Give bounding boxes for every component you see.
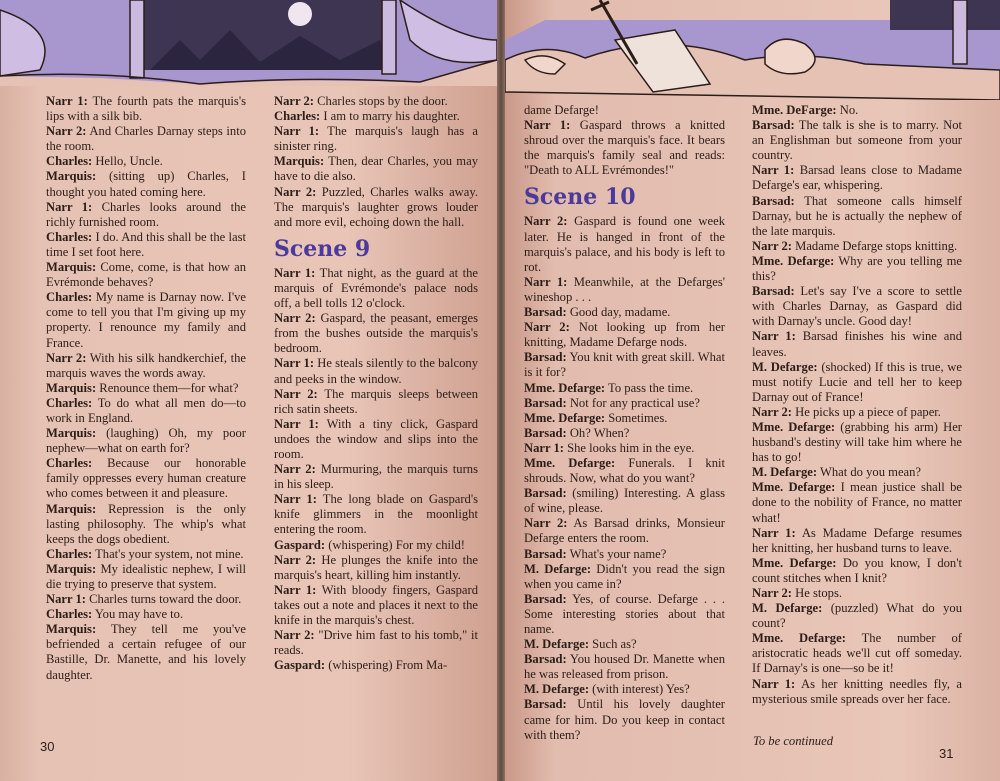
speaker-label: Charles:: [274, 109, 321, 124]
dialogue-text: "Drive him fast to his tomb," it reads.: [274, 628, 478, 658]
right-page: [505, 0, 1000, 781]
speaker-label: Narr 1:: [274, 492, 317, 507]
scene-9-heading: Scene 9: [274, 235, 371, 262]
script-line: [274, 628, 478, 658]
script-line: [752, 586, 962, 601]
speaker-label: Narr 1:: [524, 440, 564, 455]
dialogue-text: Good day, madame.: [566, 305, 671, 320]
script-line: [46, 94, 246, 124]
dialogue-text: To do what all men do—to work in England.: [46, 395, 246, 425]
script-line: [524, 350, 725, 380]
speaker-label: Narr 2:: [274, 94, 314, 108]
dialogue-text: I am to marry his daughter.: [320, 109, 460, 124]
speaker-label: M. Defarge:: [752, 601, 823, 616]
dialogue-text: As Madame Defarge resumes her knitting, her husband turns to leave.: [752, 525, 963, 555]
speaker-label: Barsad:: [752, 118, 795, 133]
script-line: [46, 592, 246, 607]
speaker-label: Narr 1:: [524, 118, 571, 133]
dialogue-text: Oh? When?: [566, 425, 630, 440]
speaker-label: Charles:: [46, 456, 93, 471]
dialogue-text: Barsad finishes his wine and leaves.: [752, 329, 962, 359]
speaker-label: Barsad:: [524, 425, 567, 440]
dialogue-text: The number of aristocratic heads we'll cut off someday. If Darnay's is one—so be it!: [752, 631, 962, 676]
speaker-label: Barsad:: [524, 591, 567, 606]
script-line: [524, 426, 725, 441]
script-line: [46, 169, 246, 199]
speaker-label: Barsad:: [524, 652, 567, 667]
left-column-2: [274, 94, 478, 673]
speaker-label: Mme. Defarge:: [752, 480, 836, 495]
knife-note-sleeping-marquis-illustration: [505, 0, 1000, 86]
speaker-label: Narr 2:: [274, 386, 318, 401]
dialogue-text: Then, dear Charles, you may have to die also.: [274, 154, 478, 184]
to-be-continued: To be continued: [753, 734, 833, 748]
speaker-label: Narr 1:: [46, 592, 86, 607]
dialogue-text: Puzzled, Charles walks away. The marquis's laughter grows louder and more evil, echoing down the hall.: [274, 184, 478, 229]
speaker-label: Mme. Defarge:: [752, 253, 835, 268]
script-line: [274, 266, 478, 311]
dialogue-text: That night, as the guard at the marquis of Evrémonde's palace nods off, a bell tolls 12 o'clock.: [274, 265, 479, 311]
script-line: [752, 163, 962, 193]
speaker-label: M. Defarge:: [524, 561, 592, 576]
speaker-label: Charles:: [46, 290, 93, 305]
script-line: [274, 492, 478, 537]
dialogue-text: Why are you telling me this?: [752, 253, 963, 284]
speaker-label: Narr 2:: [524, 320, 570, 335]
dialogue-text: The marquis's laugh has a sinister ring.: [274, 124, 478, 154]
dialogue-text: The talk is she is to marry. Not an Englishman but someone from your country.: [752, 118, 962, 163]
speaker-label: Charles:: [46, 154, 93, 169]
speaker-label: Marquis:: [46, 380, 97, 395]
speaker-label: Barsad:: [524, 486, 567, 501]
script-line: [524, 381, 725, 396]
script-line: [274, 417, 478, 462]
script-line: [274, 462, 478, 492]
speaker-label: Narr 2:: [274, 552, 317, 567]
right-column-2: [752, 103, 962, 707]
speaker-label: Barsad:: [524, 395, 567, 410]
dialogue-text: And Charles Darnay steps into the room.: [46, 124, 247, 154]
speaker-label: Barsad:: [524, 350, 567, 365]
speaker-label: Charles:: [46, 229, 93, 244]
left-page: [0, 0, 497, 781]
scene-10-heading: Scene 10: [524, 184, 636, 211]
speaker-label: Marquis:: [46, 501, 97, 516]
script-line: [752, 360, 962, 405]
speaker-label: Barsad:: [524, 546, 567, 561]
dialogue-text: My name is Darnay now. I've come to tell you that I'm giving up my property. I renounce my family and France.: [46, 290, 246, 350]
script-line: [46, 351, 246, 381]
dialogue-text: He plunges the knife into the marquis's heart, killing him instantly.: [274, 552, 479, 582]
speaker-label: Narr 2:: [524, 516, 568, 531]
speaker-label: Barsad:: [752, 284, 795, 299]
script-line: [524, 682, 725, 697]
script-line: [46, 290, 246, 350]
dialogue-text: That someone calls himself Darnay, but he is actually the nephew of the late marquis.: [752, 193, 962, 238]
script-line: [524, 697, 725, 742]
dialogue-text: As her knitting needles fly, a mysterious smile spreads over her face.: [752, 676, 962, 706]
speaker-label: Barsad:: [524, 305, 567, 320]
script-line: [46, 381, 246, 396]
dialogue-text: Charles looks around the richly furnished room.: [46, 199, 246, 229]
script-line: [46, 502, 246, 547]
dialogue-text: Because our honorable family oppresses every human creature who comes between it and pleasure.: [46, 456, 246, 501]
script-line: [524, 441, 725, 456]
speaker-label: Narr 1:: [274, 356, 315, 371]
script-line: [752, 526, 962, 556]
script-line: [752, 329, 962, 359]
speaker-label: M. Defarge:: [524, 682, 590, 697]
speaker-label: Mme. Defarge:: [752, 555, 837, 570]
script-line: [274, 185, 478, 230]
script-line: [524, 652, 725, 682]
dialogue-text: With bloody fingers, Gaspard takes out a note and places it next to the knife in the marquis's chest.: [274, 582, 479, 627]
dialogue-text: You may have to.: [92, 607, 184, 622]
speaker-label: Charles:: [46, 546, 93, 561]
script-line: [524, 516, 725, 546]
dialogue-text: He picks up a piece of paper.: [791, 404, 941, 419]
script-line: [274, 356, 478, 386]
speaker-label: Narr 1:: [274, 582, 317, 597]
speaker-label: Narr 2:: [274, 462, 316, 477]
dialogue-text: (whispering) For my child!: [325, 537, 466, 552]
dialogue-text: Not for any practical use?: [566, 395, 700, 410]
speaker-label: Mme. Defarge:: [524, 455, 616, 470]
dialogue-text: With a tiny click, Gaspard undoes the window and slips into the room.: [274, 416, 478, 461]
dialogue-text: Until his lovely daughter came for him. Do you keep in contact with them?: [524, 697, 725, 742]
dialogue-text: As Barsad drinks, Monsieur Defarge enters the room.: [524, 516, 725, 546]
dialogue-text: To pass the time.: [605, 380, 694, 395]
script-line: [274, 154, 478, 184]
speaker-label: Narr 2:: [752, 586, 792, 600]
dialogue-text: Yes, of course. Defarge . . . Some interesting stories about that name.: [524, 591, 725, 636]
script-line: [752, 405, 962, 420]
script-line: [524, 456, 725, 486]
dialogue-text: The fourth pats the marquis's lips with a silk bib.: [46, 94, 246, 124]
speaker-label: Narr 2:: [274, 184, 317, 199]
script-line: [274, 658, 478, 673]
script-line: [524, 547, 725, 562]
speaker-label: Narr 1:: [46, 199, 93, 214]
dialogue-text: Do you know, I don't count stitches when I knit?: [752, 555, 962, 585]
speaker-label: Marquis:: [46, 169, 97, 184]
dialogue-text: He stops.: [791, 586, 843, 600]
script-line: [524, 562, 725, 592]
dialogue-text: (laughing) Oh, my poor nephew—what on earth for?: [46, 426, 246, 456]
speaker-label: Narr 2:: [524, 214, 568, 229]
speaker-label: Mme. DeFarge:: [752, 103, 837, 117]
speaker-label: Mme. Defarge:: [524, 410, 606, 425]
speaker-label: Narr 1:: [752, 676, 796, 691]
script-line: [524, 118, 725, 178]
dialogue-text: They tell me you've befriended a certain refugee of our Bastille, Dr. Manette, and his lovely daughter.: [46, 622, 246, 682]
script-line: [752, 103, 962, 118]
dialogue-text: Sometimes.: [605, 410, 668, 425]
script-line: [274, 124, 478, 154]
dialogue-text: The long blade on Gaspard's knife glimmers in the moonlight entering the room.: [274, 492, 478, 537]
dialogue-text: No.: [836, 103, 859, 117]
speaker-label: Narr 1:: [46, 94, 88, 108]
dialogue-text: You housed Dr. Manette when he was released from prison.: [524, 652, 725, 682]
dialogue-text: Barsad leans close to Madame Defarge's ear, whispering.: [752, 163, 962, 193]
dialogue-text: (with interest) Yes?: [589, 682, 690, 697]
script-line: [752, 556, 962, 586]
script-line: [752, 118, 962, 163]
script-line: [524, 103, 725, 118]
speaker-label: Barsad:: [752, 193, 795, 208]
speaker-label: Narr 1:: [274, 124, 320, 139]
script-line: [46, 396, 246, 426]
script-line: [524, 486, 725, 516]
script-line: [46, 607, 246, 622]
dialogue-text: (smiling) Interesting. A glass of wine, please.: [524, 486, 725, 516]
script-line: [524, 396, 725, 411]
script-line: [274, 94, 478, 109]
dialogue-text: I do. And this shall be the last time I set foot here.: [46, 229, 246, 259]
dialogue-text: What's your name?: [566, 546, 667, 561]
dialogue-text: Such as?: [589, 637, 637, 652]
bedroom-window-illustration: [0, 0, 497, 86]
dialogue-text: Murmuring, the marquis turns in his sleep.: [274, 462, 478, 492]
speaker-label: Gaspard:: [274, 658, 326, 673]
dialogue-text: That's your system, not mine.: [92, 546, 244, 561]
speaker-label: Narr 2:: [752, 238, 792, 253]
dialogue-text: Gaspard throws a knitted shroud over the marquis's face. It bears the marquis's family seal and reads: "Death to ALL Evrémondes!": [524, 118, 726, 178]
dialogue-text: The marquis sleeps between rich satin sheets.: [274, 386, 478, 416]
dialogue-text: (sitting up) Charles, I thought you hated coming here.: [46, 169, 246, 199]
script-line: [46, 200, 246, 230]
script-line: [524, 275, 725, 305]
dialogue-text: You knit with great skill. What is it for?: [524, 350, 725, 380]
dialogue-text: Come, come, is that how an Evrémonde behaves?: [46, 260, 246, 290]
dialogue-text: What do you mean?: [817, 465, 922, 480]
speaker-label: M. Defarge:: [752, 359, 818, 374]
speaker-label: M. Defarge:: [752, 465, 818, 480]
right-column-1: [524, 103, 725, 743]
speaker-label: Narr 1:: [752, 329, 796, 344]
dialogue-text: Gaspard is found one week later. He is hanged in front of the marquis's palace, and his body is left to rot.: [524, 214, 725, 274]
script-line: [752, 601, 962, 631]
script-line: [46, 562, 246, 592]
speaker-label: Marquis:: [274, 154, 325, 169]
dialogue-text: (shocked) If this is true, we must notify Lucie and tell her to keep Darnay out of France!: [752, 359, 962, 404]
dialogue-text: (grabbing his arm) Her husband's destiny will take him where he has to go!: [752, 419, 962, 465]
speaker-label: Mme. Defarge:: [752, 419, 836, 434]
script-line: [274, 583, 478, 628]
dialogue-text: Charles stops by the door.: [313, 94, 448, 108]
dialogue-text: She looks him in the eye.: [563, 440, 695, 455]
dialogue-text: Gaspard, the peasant, emerges from the bushes outside the marquis's bedroom.: [274, 311, 478, 356]
speaker-label: M. Defarge:: [524, 637, 590, 652]
speaker-label: Marquis:: [46, 622, 97, 637]
dialogue-text: Madame Defarge stops knitting.: [791, 238, 958, 253]
script-line: [274, 387, 478, 417]
script-line: [752, 420, 962, 465]
script-line: [752, 254, 962, 284]
dialogue-text: Repression is the only lasting philosophy. The whip's what keeps the dogs obedient.: [46, 501, 246, 546]
speaker-label: Marquis:: [46, 561, 97, 576]
script-line: [46, 547, 246, 562]
speaker-label: Narr 2:: [46, 124, 87, 139]
dialogue-text: I mean justice shall be done to the nobility of France, no matter what!: [752, 480, 962, 525]
dialogue-text: Renounce them—for what?: [96, 380, 239, 395]
speaker-label: Marquis:: [46, 426, 97, 441]
dialogue-text: With his silk handkerchief, the marquis waves the words away.: [46, 350, 246, 380]
speaker-label: Narr 2:: [274, 628, 315, 643]
script-line: [274, 553, 478, 583]
page-number-right: 31: [939, 746, 954, 761]
speaker-label: Charles:: [46, 395, 93, 410]
script-line: [752, 631, 962, 676]
script-line: [524, 411, 725, 426]
speaker-label: Barsad:: [524, 697, 567, 712]
script-line: [752, 239, 962, 254]
script-line: [524, 305, 725, 320]
speaker-label: Gaspard:: [274, 537, 326, 552]
speaker-label: Mme. Defarge:: [752, 631, 846, 646]
script-line: [524, 592, 725, 637]
script-line: [46, 622, 246, 682]
dialogue-text: dame Defarge!: [524, 103, 599, 117]
speaker-label: Marquis:: [46, 260, 97, 275]
script-line: [752, 284, 962, 329]
script-line: [524, 214, 725, 274]
speaker-label: Narr 1:: [752, 525, 796, 540]
dialogue-text: Funerals. I knit shrouds. Now, what do you want?: [524, 455, 725, 486]
script-line: [752, 194, 962, 239]
script-line: [46, 426, 246, 456]
script-line: [524, 320, 725, 350]
script-line: [752, 480, 962, 525]
dialogue-text: (puzzled) What do you count?: [752, 601, 963, 631]
speaker-label: Narr 2:: [752, 404, 792, 419]
script-line: [46, 124, 246, 154]
speaker-label: Narr 1:: [274, 265, 316, 280]
dialogue-text: Meanwhile, at the Defarges' wineshop . . .: [524, 274, 725, 304]
speaker-label: Narr 1:: [274, 416, 319, 431]
dialogue-text: Hello, Uncle.: [92, 154, 163, 169]
script-line: [752, 465, 962, 480]
speaker-label: Narr 2:: [46, 350, 87, 365]
left-column-1: [46, 94, 246, 683]
script-line: [46, 260, 246, 290]
speaker-label: Charles:: [46, 607, 93, 622]
speaker-label: Mme. Defarge:: [524, 380, 606, 395]
script-line: [46, 154, 246, 169]
script-line: [274, 109, 478, 124]
script-line: [46, 230, 246, 260]
dialogue-text: Let's say I've a score to settle with Charles Darnay, as Gaspard did with Darnay's uncle. Good day!: [752, 284, 962, 329]
dialogue-text: Not looking up from her knitting, Madame Defarge nods.: [524, 320, 725, 350]
speaker-label: Narr 2:: [274, 311, 316, 326]
dialogue-text: (whispering) From Ma-: [325, 658, 448, 673]
dialogue-text: Charles turns toward the door.: [85, 592, 242, 607]
script-line: [274, 538, 478, 553]
script-line: [752, 677, 962, 707]
dialogue-text: He steals silently to the balcony and peeks in the window.: [274, 356, 478, 386]
dialogue-text: My idealistic nephew, I will die trying to preserve that system.: [46, 561, 246, 591]
script-line: [274, 311, 478, 356]
script-line: [46, 456, 246, 501]
dialogue-text: Didn't you read the sign when you came in?: [524, 561, 726, 591]
script-line: [524, 637, 725, 652]
speaker-label: Narr 1:: [752, 163, 795, 178]
binding-gutter: [497, 0, 505, 781]
page-number-left: 30: [40, 739, 55, 754]
speaker-label: Narr 1:: [524, 274, 568, 289]
